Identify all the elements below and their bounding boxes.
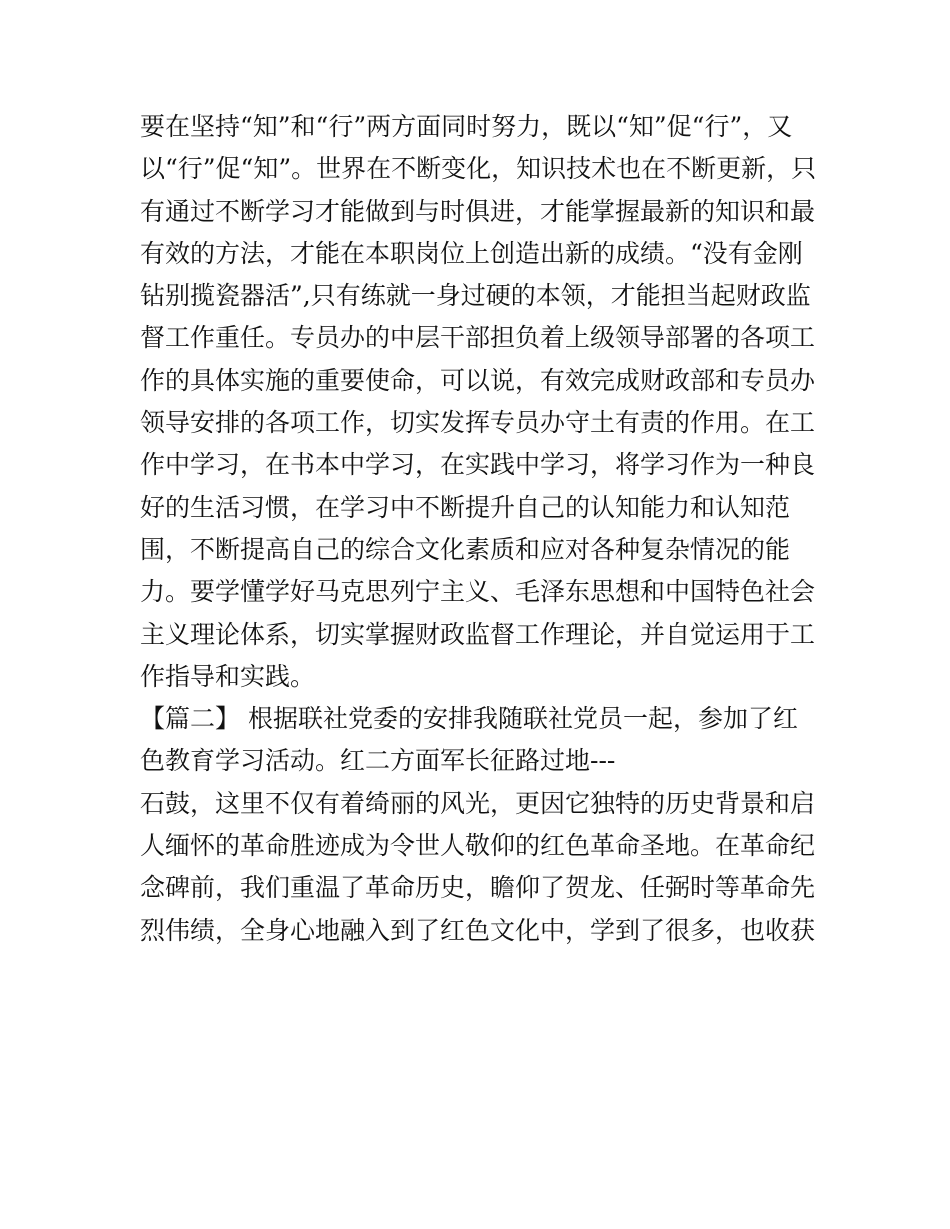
- section-heading-line: 【篇二】 根据联社党委的安排我随联社党员一起，参加了红: [140, 704, 798, 734]
- text-line: 作指导和实践。: [140, 661, 316, 691]
- text-line: 烈伟绩，全身心地融入到了红色文化中，学到了很多，也收获: [140, 915, 816, 945]
- text-line: 人缅怀的革命胜迹成为令世人敬仰的红色革命圣地。在革命纪: [140, 831, 816, 861]
- text-line: 力。要学懂学好马克思列宁主义、毛泽东思想和中国特色社会: [140, 577, 816, 607]
- text-line: 督工作重任。专员办的中层干部担负着上级领导部署的各项工: [140, 323, 816, 353]
- text-line: 作的具体实施的重要使命，可以说，有效完成财政部和专员办: [140, 365, 816, 395]
- text-line: 围，不断提高自己的综合文化素质和应对各种复杂情况的能: [140, 534, 791, 564]
- text-line: 好的生活习惯，在学习中不断提升自己的认知能力和认知范: [140, 492, 791, 522]
- text-line: 有效的方法，才能在本职岗位上创造出新的成绩。“没有金刚: [140, 238, 803, 268]
- text-line: 念碑前，我们重温了革命历史，瞻仰了贺龙、任弼时等革命先: [140, 873, 816, 903]
- text-line: 作中学习，在书本中学习，在实践中学习，将学习作为一种良: [140, 450, 816, 480]
- body-text: [140, 106, 830, 952]
- text-line: 要在坚持“知”和“行”两方面同时努力，既以“知”促“行”，又: [140, 112, 793, 141]
- text-line: 色教育学习活动。红二方面军长征路过地---: [140, 746, 616, 776]
- text-line: 以“行”促“知”。世界在不断变化，知识技术也在不断更新，只: [140, 154, 817, 184]
- text-line: 领导安排的各项工作，切实发挥专员办守土有责的作用。在工: [140, 408, 816, 438]
- text-line: 石鼓，这里不仅有着绮丽的风光，更因它独特的历史背景和启: [140, 788, 816, 818]
- text-line: 钻别揽瓷器活”,只有练就一身过硬的本领，才能担当起财政监: [140, 281, 811, 311]
- text-line: 有通过不断学习才能做到与时俱进，才能掌握最新的知识和最: [140, 196, 816, 226]
- text-line: 主义理论体系，切实掌握财政监督工作理论，并自觉运用于工: [140, 619, 816, 649]
